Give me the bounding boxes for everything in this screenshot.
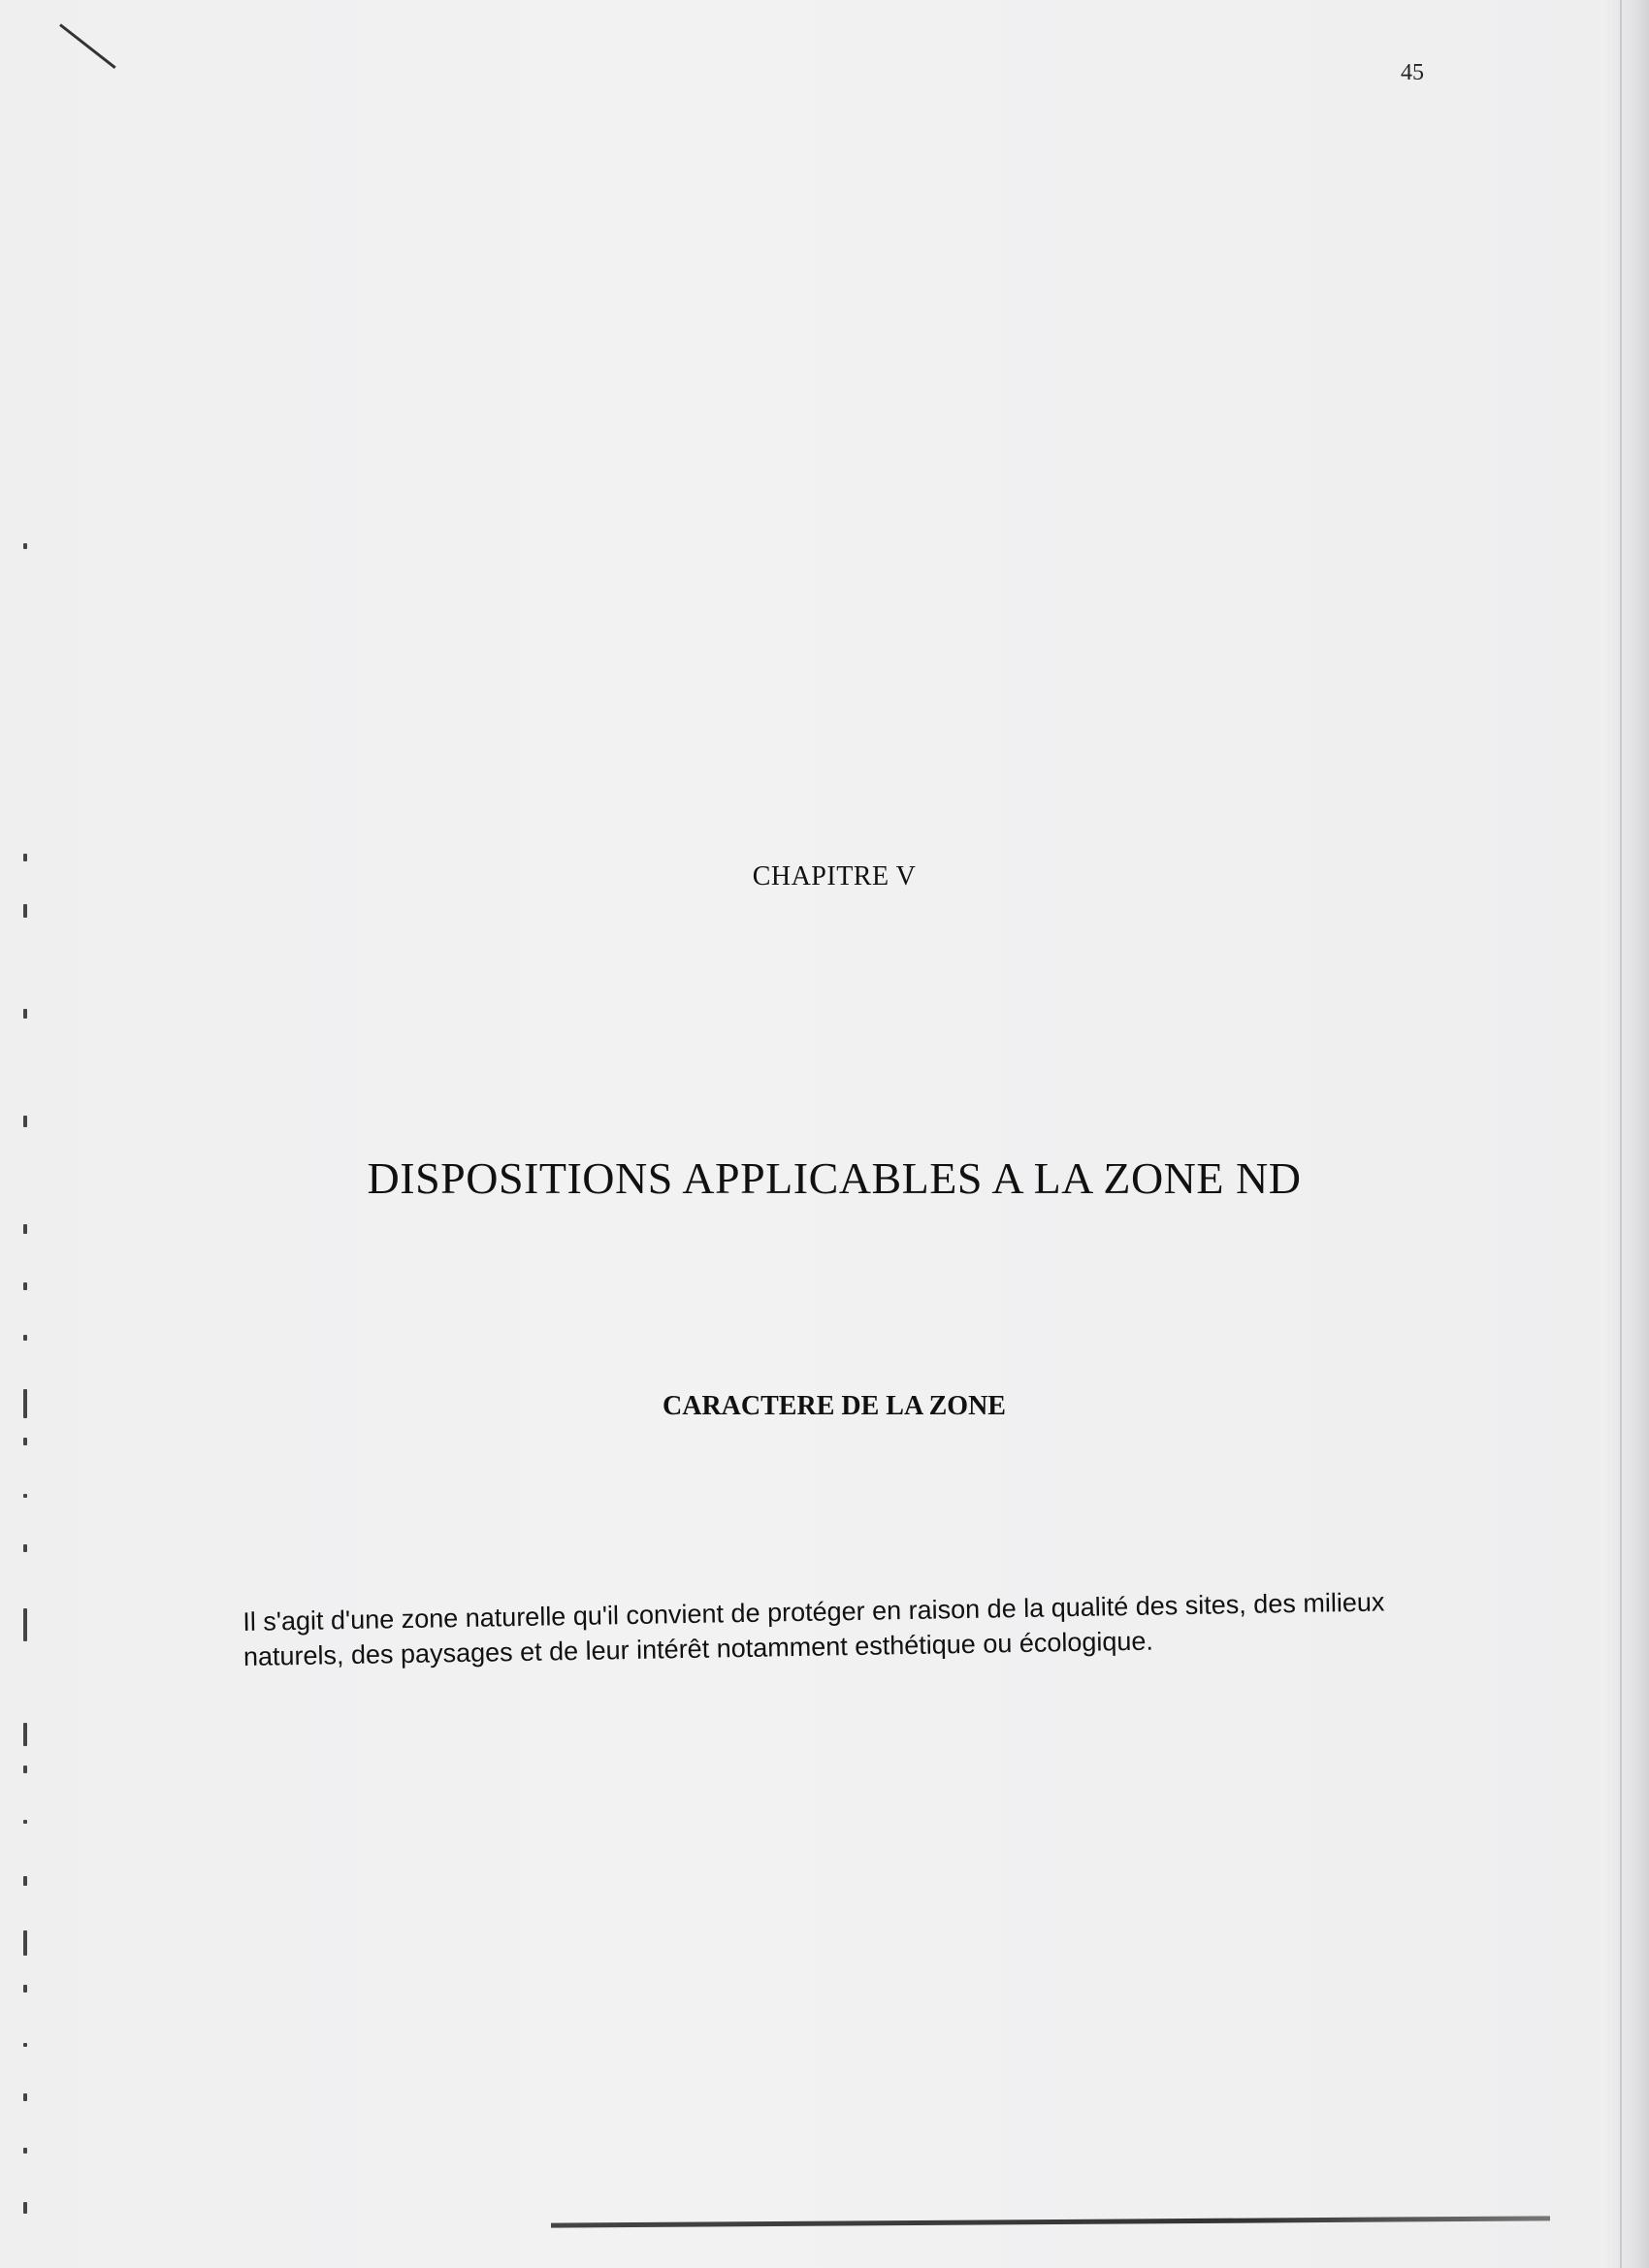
binding-hole-marks: [23, 0, 39, 2268]
body-paragraph: Il s'agit d'une zone naturelle qu'il convient de protéger en raison de la qualité des sites, des milieux naturels, des paysages et de leur intérêt notamment esthétique ou écologique.: [242, 1587, 1385, 1671]
chapter-heading: CHAPITRE V: [752, 861, 917, 891]
page-title: DISPOSITIONS APPLICABLES A LA ZONE ND: [367, 1153, 1302, 1203]
page-edge-line: [1620, 0, 1622, 2268]
footer-rule: [551, 2216, 1550, 2227]
section-heading: CARACTERE DE LA ZONE: [663, 1391, 1006, 1421]
page-edge-shadow: [1600, 0, 1649, 2268]
page-number: 45: [1401, 60, 1424, 85]
pen-stroke-mark: [59, 23, 116, 69]
